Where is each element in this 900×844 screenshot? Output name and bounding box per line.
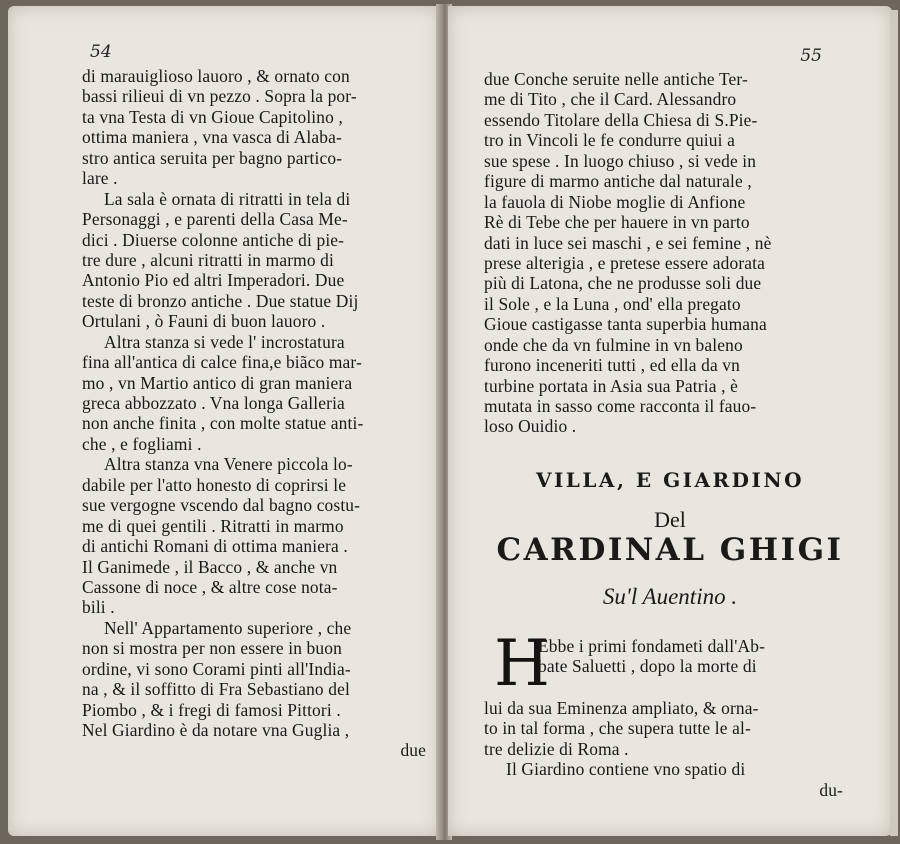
text-line: onde che da vn fulmine in vn baleno [484, 334, 743, 355]
section-subheading: Su'l Auentino . [602, 584, 738, 609]
text-line: Il Ganimede , il Bacco , & anche vn [82, 556, 338, 577]
text-line: na , & il soffitto di Fra Sebastiano del [82, 679, 350, 700]
text-line: Gioue castigasse tanta superbia humana [484, 314, 767, 335]
text-line: Altra stanza si vede l' incrostatura [104, 331, 345, 352]
drop-cap: H [494, 627, 550, 701]
right-page [448, 6, 892, 836]
text-line: Cassone di noce , & altre cose nota- [82, 576, 338, 597]
section-heading-cardinal: CARDINAL GHIGI [496, 532, 844, 568]
text-line: La sala è ornata di ritratti in tela di [104, 188, 351, 209]
section-heading-villa: VILLA, E GIARDINO [535, 468, 805, 492]
text-line: dabile per l'atto honesto di coprirsi le [82, 474, 347, 495]
text-line: to in tal forma , che supera tutte le al- [484, 718, 751, 739]
text-line: ta vna Testa di vn Gioue Capitolino , [82, 106, 343, 127]
text-line: mutata in sasso come racconta il fauo- [484, 396, 757, 416]
text-line: essendo Titolare della Chiesa di S.Pie- [484, 109, 758, 130]
text-line: due Conche seruite nelle antiche Ter- [484, 69, 748, 89]
text-line: turbine portata in Asia sua Patria , è [484, 375, 738, 396]
text-line: Altra stanza vna Venere piccola lo- [104, 454, 353, 475]
text-line: Il Giardino contiene vno spatio di [506, 759, 746, 780]
page-edge [890, 10, 898, 836]
text-line: Rè di Tebe che per hauere in vn parto [484, 212, 750, 233]
text-line: bili . [82, 597, 115, 618]
text-line: ottima maniera , vna vasca di Alaba- [82, 127, 342, 148]
text-line: lui da sua Eminenza ampliato, & orna- [484, 698, 759, 718]
page-number-right: 55 [800, 46, 822, 66]
text-line: di antichi Romani di ottima maniera . [82, 536, 348, 557]
text-line: il Sole , e la Luna , ond' ella pregato [484, 293, 741, 314]
catchword: due [400, 740, 426, 761]
text-line: prese alterigia , e pretese essere adorata [484, 252, 766, 273]
text-line: loso Ouidio . [484, 416, 577, 437]
text-line: bassi rilieui di vn pezzo . Sopra la por- [82, 86, 357, 107]
text-line: tre dure , alcuni ritratti in marmo di [82, 249, 334, 270]
text-line: Nel Giardino è da notare vna Guglia , [82, 720, 350, 740]
left-page [8, 6, 440, 836]
text-line: non si mostra per non essere in buon [82, 638, 342, 659]
right-page-text [484, 69, 849, 437]
text-line: teste di bronzo antiche . Due statue Dij [82, 290, 359, 311]
text-line: tre delizie di Roma . [484, 738, 629, 759]
text-line: me di Tito , che il Card. Alessandro [484, 89, 737, 110]
text-line: dici . Diuerse colonne antiche di pie- [82, 229, 345, 250]
paragraph-continuation [484, 698, 849, 800]
left-page-text [82, 66, 432, 761]
text-line: lare . [82, 168, 118, 189]
text-line: Ortulani , ò Fauni di buon lauoro . [82, 311, 326, 332]
text-line: sue spese . In luogo chiuso , si vede in [484, 150, 757, 171]
text-line: me di quei gentili . Ritratti in marmo [82, 515, 344, 536]
text-line: Personaggi , e parenti della Casa Me- [82, 209, 348, 230]
text-line: figure di marmo antiche dal naturale , [484, 171, 752, 192]
text-line: tro in Vincoli le fe condurre quiui a [484, 130, 735, 151]
text-line: fina all'antica di calce fina,e biãco mar- [82, 352, 362, 373]
text-line: bate Saluetti , dopo la morte di [538, 656, 757, 677]
text-line: dati in luce sei maschi , e sei femine , nè [484, 232, 772, 253]
text-line: ordine, vi sono Corami pinti all'India- [82, 658, 351, 679]
text-line: che , e fogliami . [82, 433, 202, 454]
text-line: furono inceneriti tutti , ed ella da vn [484, 355, 741, 376]
text-line: non anche finita , con molte statue anti- [82, 413, 364, 434]
text-line: Antonio Pio ed altri Imperadori. Due [82, 270, 345, 291]
page-number-left: 54 [90, 42, 112, 62]
text-line: stro antica seruita per bagno partico- [82, 147, 343, 168]
paragraph-opening [538, 636, 844, 677]
text-line: Piombo , & i fregi di famosi Pittori . [82, 699, 341, 720]
text-line: greca abbozzato . Vna longa Galleria [82, 393, 345, 413]
text-line: più di Latona, che ne produsse soli due [484, 273, 762, 294]
section-heading-del: Del [654, 507, 686, 532]
text-line: di marauiglioso lauoro , & ornato con [82, 66, 350, 86]
text-line: Ebbe i primi fondameti dall'Ab- [538, 636, 766, 656]
text-line: la fauola di Niobe moglie di Anfione [484, 191, 746, 212]
text-line: sue vergogne vscendo dal bagno costu- [82, 495, 361, 516]
text-line: Nell' Appartamento superiore , che [104, 617, 352, 638]
text-line: mo , vn Martio antico di gran maniera [82, 372, 353, 393]
catchword: du- [819, 779, 843, 800]
